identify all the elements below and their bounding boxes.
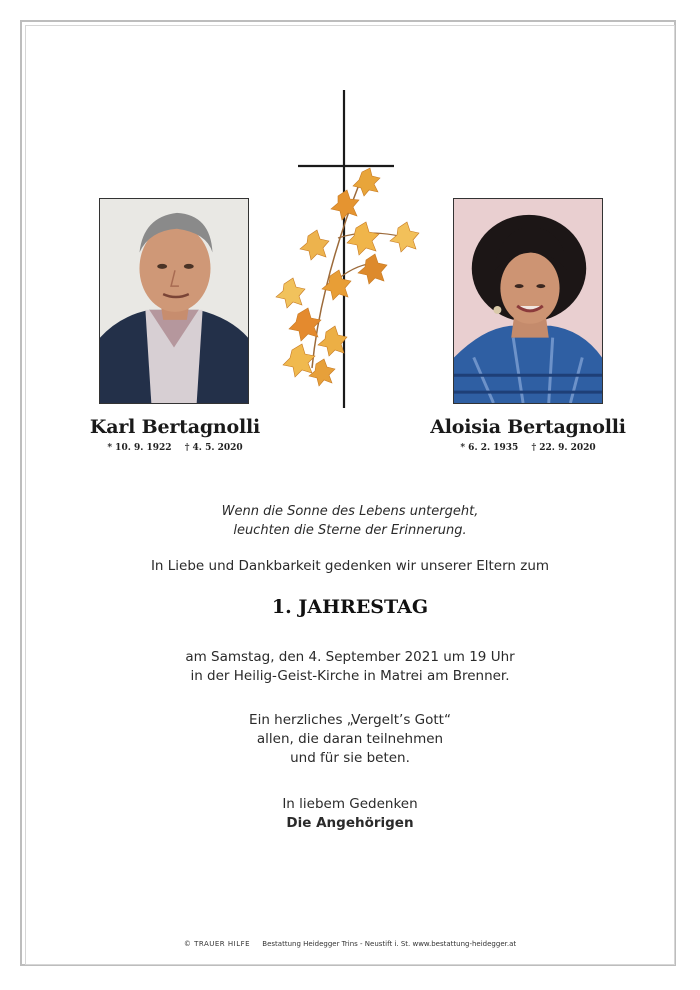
life-dates-aloisia <box>428 443 628 453</box>
anniversary-heading: 1. JAHRESTAG <box>271 596 429 618</box>
event-location: in der Heilig-Geist-Kirche in Matrei am Brenner. <box>190 668 510 684</box>
portrait-aloisia <box>453 198 603 404</box>
intro-text: In Liebe und Dankbarkeit gedenken wir unserer Eltern zum <box>150 558 550 574</box>
birth-date: * 6. 2. 1935 <box>460 443 519 453</box>
memorial-quote <box>100 502 600 540</box>
footer-brand: © TRAUER HILFE <box>183 940 251 948</box>
death-date: † 4. 5. 2020 <box>184 443 243 453</box>
thanks-text <box>100 711 600 768</box>
thanks-line: Ein herzliches „Vergelt’s Gott“ <box>249 712 451 728</box>
signatories: Die Angehörigen <box>286 815 414 831</box>
event-date: am Samstag, den 4. September 2021 um 19 Uhr <box>185 649 515 665</box>
cross-with-leaves-icon <box>268 88 438 410</box>
birth-date: * 10. 9. 1922 <box>107 443 172 453</box>
thanks-line: allen, die daran teilnehmen <box>256 731 444 747</box>
footer <box>100 940 600 948</box>
quote-line: Wenn die Sonne des Lebens untergeht, <box>221 504 479 519</box>
portrait-karl <box>99 198 249 404</box>
death-date: † 22. 9. 2020 <box>531 443 596 453</box>
quote-line: leuchten die Sterne der Erinnerung. <box>233 523 467 538</box>
closing-signature <box>100 795 600 833</box>
closing-line: In liebem Gedenken <box>282 796 418 812</box>
name-aloisia: Aloisia Bertagnolli <box>430 416 626 438</box>
name-karl: Karl Bertagnolli <box>89 416 261 438</box>
life-dates-karl <box>75 443 275 453</box>
thanks-line: und für sie beten. <box>290 750 410 766</box>
event-details <box>100 648 600 686</box>
footer-company: Bestattung Heidegger Trins - Neustift i. St. www.bestattung-heidegger.at <box>262 940 517 948</box>
